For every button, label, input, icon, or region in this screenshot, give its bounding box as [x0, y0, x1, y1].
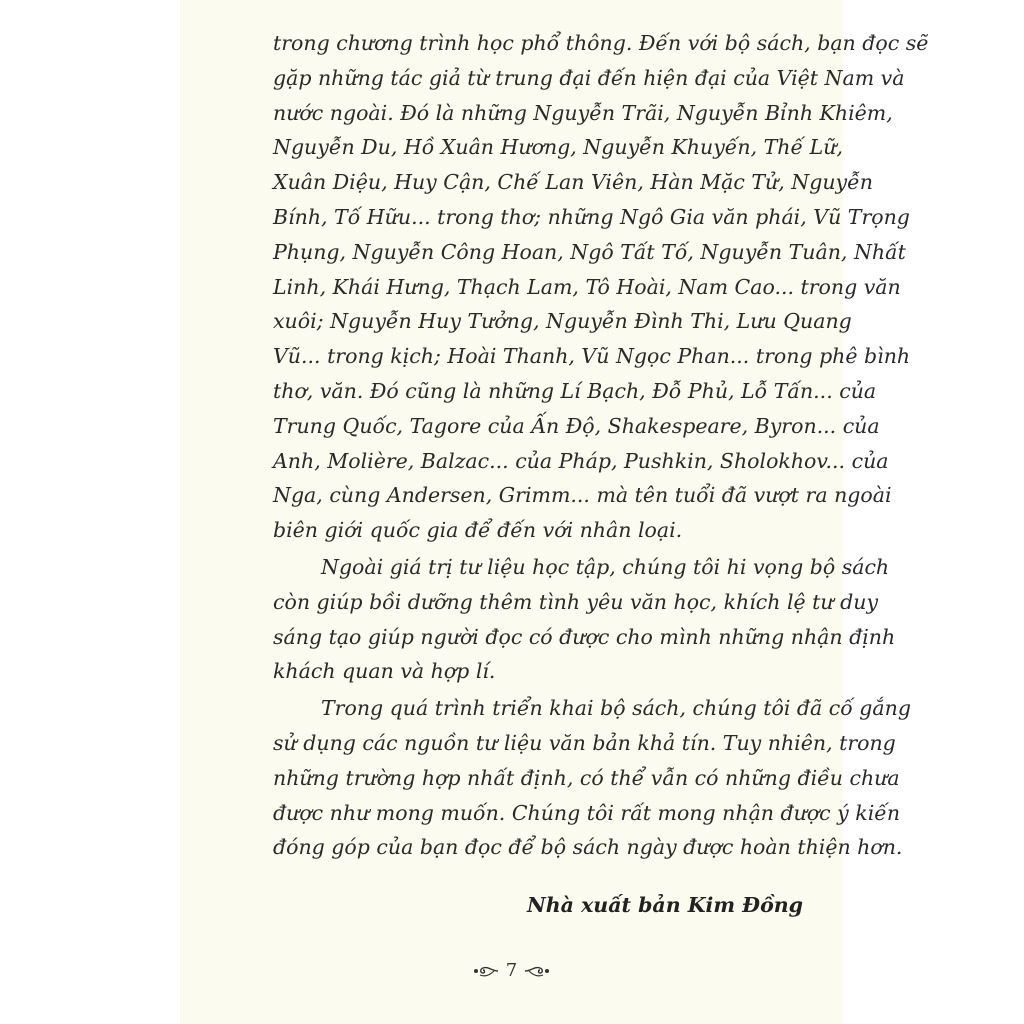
text-line: Xuân Diệu, Huy Cận, Chế Lan Viên, Hàn Mặc Tử, Nguyễn: [273, 170, 873, 195]
text-line: còn giúp bồi dưỡng thêm tình yêu văn học, khích lệ tư duy: [273, 589, 879, 614]
text-line: Trong quá trình triển khai bộ sách, chúng tôi đã cố gắng: [321, 696, 911, 721]
page-footer: [180, 960, 843, 981]
text-line: Ngoài giá trị tư liệu học tập, chúng tôi hi vọng bộ sách: [321, 554, 890, 579]
text-line: đóng góp của bạn đọc để bộ sách ngày được hoàn thiện hơn.: [273, 835, 903, 860]
text-line: khách quan và hợp lí.: [273, 659, 496, 684]
body-text: [273, 26, 929, 865]
text-line: những trường hợp nhất định, có thể vẫn có những điều chưa: [273, 765, 900, 790]
text-line: trong chương trình học phổ thông. Đến với bộ sách, bạn đọc sẽ: [273, 31, 929, 55]
text-line: Anh, Molière, Balzac... của Pháp, Pushkin, Sholokhov... của: [273, 448, 889, 473]
text-line: xuôi; Nguyễn Huy Tưởng, Nguyễn Đình Thi, Lưu Quang: [273, 309, 852, 334]
page-number: 7: [505, 960, 518, 981]
text-line: được như mong muốn. Chúng tôi rất mong nhận được ý kiến: [273, 800, 901, 825]
text-line: nước ngoài. Đó là những Nguyễn Trãi, Nguyễn Bỉnh Khiêm,: [273, 100, 893, 125]
text-line: sáng tạo giúp người đọc có được cho mình những nhận định: [273, 624, 896, 649]
text-line: gặp những tác giả từ trung đại đến hiện đại của Việt Nam và: [273, 65, 905, 90]
publisher-signature: Nhà xuất bản Kim Đồng: [527, 893, 803, 917]
book-page: [180, 0, 929, 1024]
left-ornament-icon: [472, 963, 500, 979]
text-line: Trung Quốc, Tagore của Ấn Độ, Shakespeare, Byron... của: [273, 413, 880, 438]
text-line: Linh, Khái Hưng, Thạch Lam, Tô Hoài, Nam Cao... trong văn: [273, 274, 901, 299]
text-line: thơ, văn. Đó cũng là những Lí Bạch, Đỗ Phủ, Lỗ Tấn... của: [273, 378, 877, 403]
text-line: biên giới quốc gia để đến với nhân loại.: [273, 518, 683, 543]
text-line: sử dụng các nguồn tư liệu văn bản khả tín. Tuy nhiên, trong: [273, 730, 896, 755]
right-ornament-icon: [523, 963, 551, 979]
text-line: Vũ... trong kịch; Hoài Thanh, Vũ Ngọc Phan... trong phê bình: [273, 344, 911, 369]
text-line: Nga, cùng Andersen, Grimm... mà tên tuổi đã vượt ra ngoài: [273, 483, 892, 508]
paragraph-3: [273, 691, 911, 865]
paragraph-1: [273, 26, 929, 548]
paragraph-2: [273, 550, 896, 689]
text-line: Phụng, Nguyễn Công Hoan, Ngô Tất Tố, Nguyễn Tuân, Nhất: [273, 239, 906, 264]
text-line: Bính, Tố Hữu... trong thơ; những Ngô Gia văn phái, Vũ Trọng: [273, 204, 910, 229]
text-line: Nguyễn Du, Hồ Xuân Hương, Nguyễn Khuyến, Thế Lữ,: [273, 135, 843, 160]
